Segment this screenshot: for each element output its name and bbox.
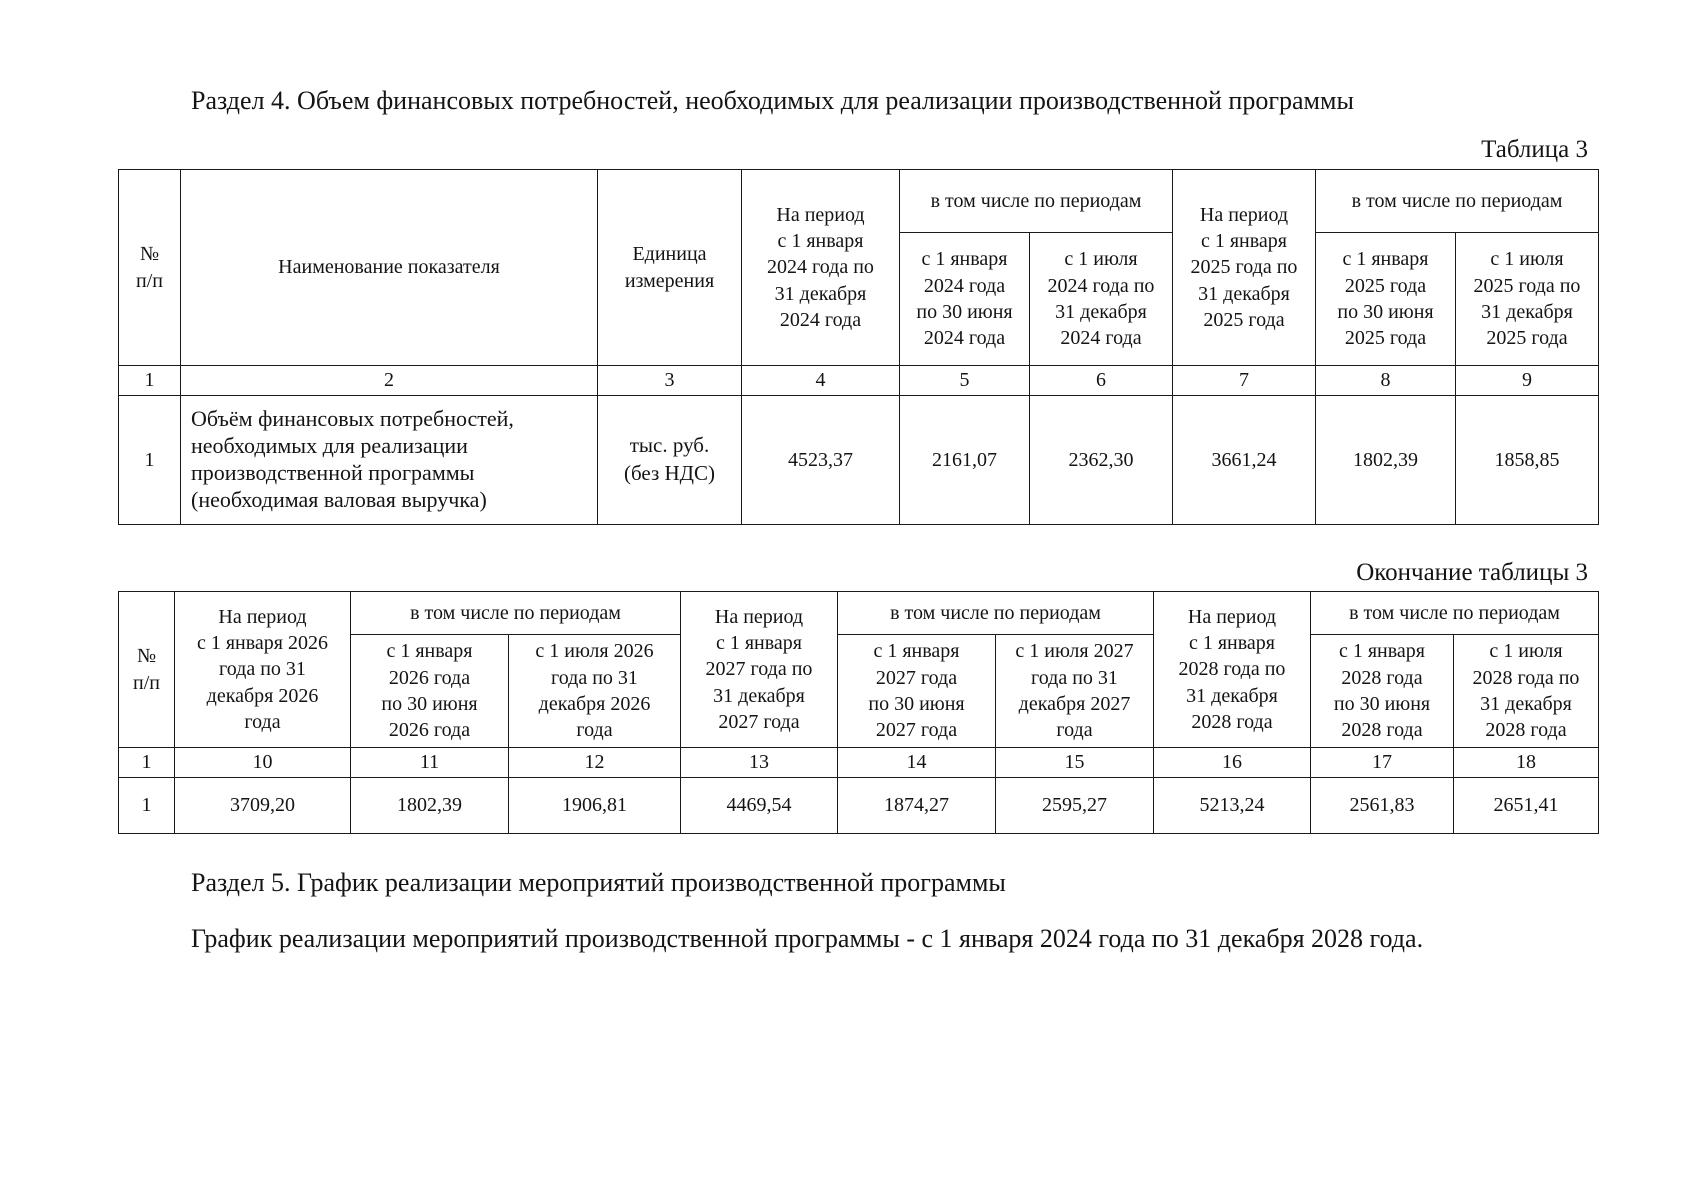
header-2026-h1: с 1 января 2026 года по 30 июня 2026 года <box>351 635 509 748</box>
value-2024-h2: 2362,30 <box>1030 396 1173 525</box>
header-unit: Единица измерения <box>598 170 742 366</box>
table-row <box>119 396 1599 525</box>
column-number: 18 <box>1454 748 1599 778</box>
header-subperiods-2028: в том числе по периодам <box>1311 592 1599 635</box>
column-number: 16 <box>1154 748 1311 778</box>
header-subperiods-2027: в том числе по периодам <box>838 592 1154 635</box>
column-number: 11 <box>351 748 509 778</box>
row-unit: тыс. руб. (без НДС) <box>598 396 742 525</box>
header-period-2024: На период с 1 января 2024 года по 31 декабря 2024 года <box>742 170 900 366</box>
value-2027-h2: 2595,27 <box>996 778 1154 834</box>
column-number: 7 <box>1173 366 1316 396</box>
table-3-caption: Таблица 3 <box>1481 136 1588 163</box>
header-2026-h2: с 1 июля 2026 года по 31 декабря 2026 года <box>509 635 681 748</box>
value-2026: 3709,20 <box>175 778 351 834</box>
column-number: 17 <box>1311 748 1454 778</box>
header-2028-h2: с 1 июля 2028 года по 31 декабря 2028 года <box>1454 635 1599 748</box>
header-period-2028: На период с 1 января 2028 года по 31 декабря 2028 года <box>1154 592 1311 748</box>
table-3-end <box>118 591 1599 834</box>
column-number: 5 <box>900 366 1030 396</box>
column-number: 1 <box>119 366 181 396</box>
header-period-2026: На период с 1 января 2026 года по 31 декабря 2026 года <box>175 592 351 748</box>
header-subperiods-2026: в том числе по периодам <box>351 592 681 635</box>
value-2026-h2: 1906,81 <box>509 778 681 834</box>
column-number: 4 <box>742 366 900 396</box>
value-2024: 4523,37 <box>742 396 900 525</box>
value-2028-h2: 2651,41 <box>1454 778 1599 834</box>
header-2024-h1: с 1 января 2024 года по 30 июня 2024 года <box>900 233 1030 366</box>
value-2025: 3661,24 <box>1173 396 1316 525</box>
header-period-2025: На период с 1 января 2025 года по 31 декабря 2025 года <box>1173 170 1316 366</box>
column-number: 1 <box>119 748 175 778</box>
column-number: 12 <box>509 748 681 778</box>
section-4-title: Раздел 4. Объем финансовых потребностей, необходимых для реализации производственной программы <box>191 86 1354 115</box>
value-2025-h1: 1802,39 <box>1316 396 1456 525</box>
header-2025-h2: с 1 июля 2025 года по 31 декабря 2025 года <box>1456 233 1599 366</box>
column-number: 13 <box>681 748 838 778</box>
section-5-title: Раздел 5. График реализации мероприятий производственной программы <box>191 868 1006 897</box>
column-number: 10 <box>175 748 351 778</box>
column-number: 6 <box>1030 366 1173 396</box>
header-2028-h1: с 1 января 2028 года по 30 июня 2028 года <box>1311 635 1454 748</box>
header-subperiods-2024: в том числе по периодам <box>900 170 1173 233</box>
value-2027: 4469,54 <box>681 778 838 834</box>
column-number: 9 <box>1456 366 1599 396</box>
value-2024-h1: 2161,07 <box>900 396 1030 525</box>
header-subperiods-2025: в том числе по периодам <box>1316 170 1599 233</box>
table-3-column-numbers <box>119 366 1599 396</box>
header-2027-h2: с 1 июля 2027 года по 31 декабря 2027 года <box>996 635 1154 748</box>
column-number: 8 <box>1316 366 1456 396</box>
column-number: 14 <box>838 748 996 778</box>
header-2025-h1: с 1 января 2025 года по 30 июня 2025 года <box>1316 233 1456 366</box>
table-3-end-header-row-1 <box>119 592 1599 635</box>
table-3-end-column-numbers <box>119 748 1599 778</box>
value-2026-h1: 1802,39 <box>351 778 509 834</box>
table-3-header-row-1 <box>119 170 1599 233</box>
header-2024-h2: с 1 июля 2024 года по 31 декабря 2024 года <box>1030 233 1173 366</box>
column-number: 3 <box>598 366 742 396</box>
row-indicator-name: Объём финансовых потребностей, необходимых для реализации производственной программы (необходимая валовая выручка) <box>181 396 598 525</box>
value-2025-h2: 1858,85 <box>1456 396 1599 525</box>
section-5-text: График реализации мероприятий производственной программы - с 1 января 2024 года по 31 декабря 2028 года. <box>191 924 1424 953</box>
row-num: 1 <box>119 778 175 834</box>
table-3 <box>118 169 1599 525</box>
value-2027-h1: 1874,27 <box>838 778 996 834</box>
header-num: № п/п <box>119 592 175 748</box>
header-period-2027: На период с 1 января 2027 года по 31 декабря 2027 года <box>681 592 838 748</box>
header-indicator-name: Наименование показателя <box>181 170 598 366</box>
column-number: 2 <box>181 366 598 396</box>
value-2028: 5213,24 <box>1154 778 1311 834</box>
value-2028-h1: 2561,83 <box>1311 778 1454 834</box>
table-row <box>119 778 1599 834</box>
header-num: № п/п <box>119 170 181 366</box>
table-3-end-caption: Окончание таблицы 3 <box>1356 559 1588 586</box>
header-2027-h1: с 1 января 2027 года по 30 июня 2027 года <box>838 635 996 748</box>
column-number: 15 <box>996 748 1154 778</box>
row-num: 1 <box>119 396 181 525</box>
